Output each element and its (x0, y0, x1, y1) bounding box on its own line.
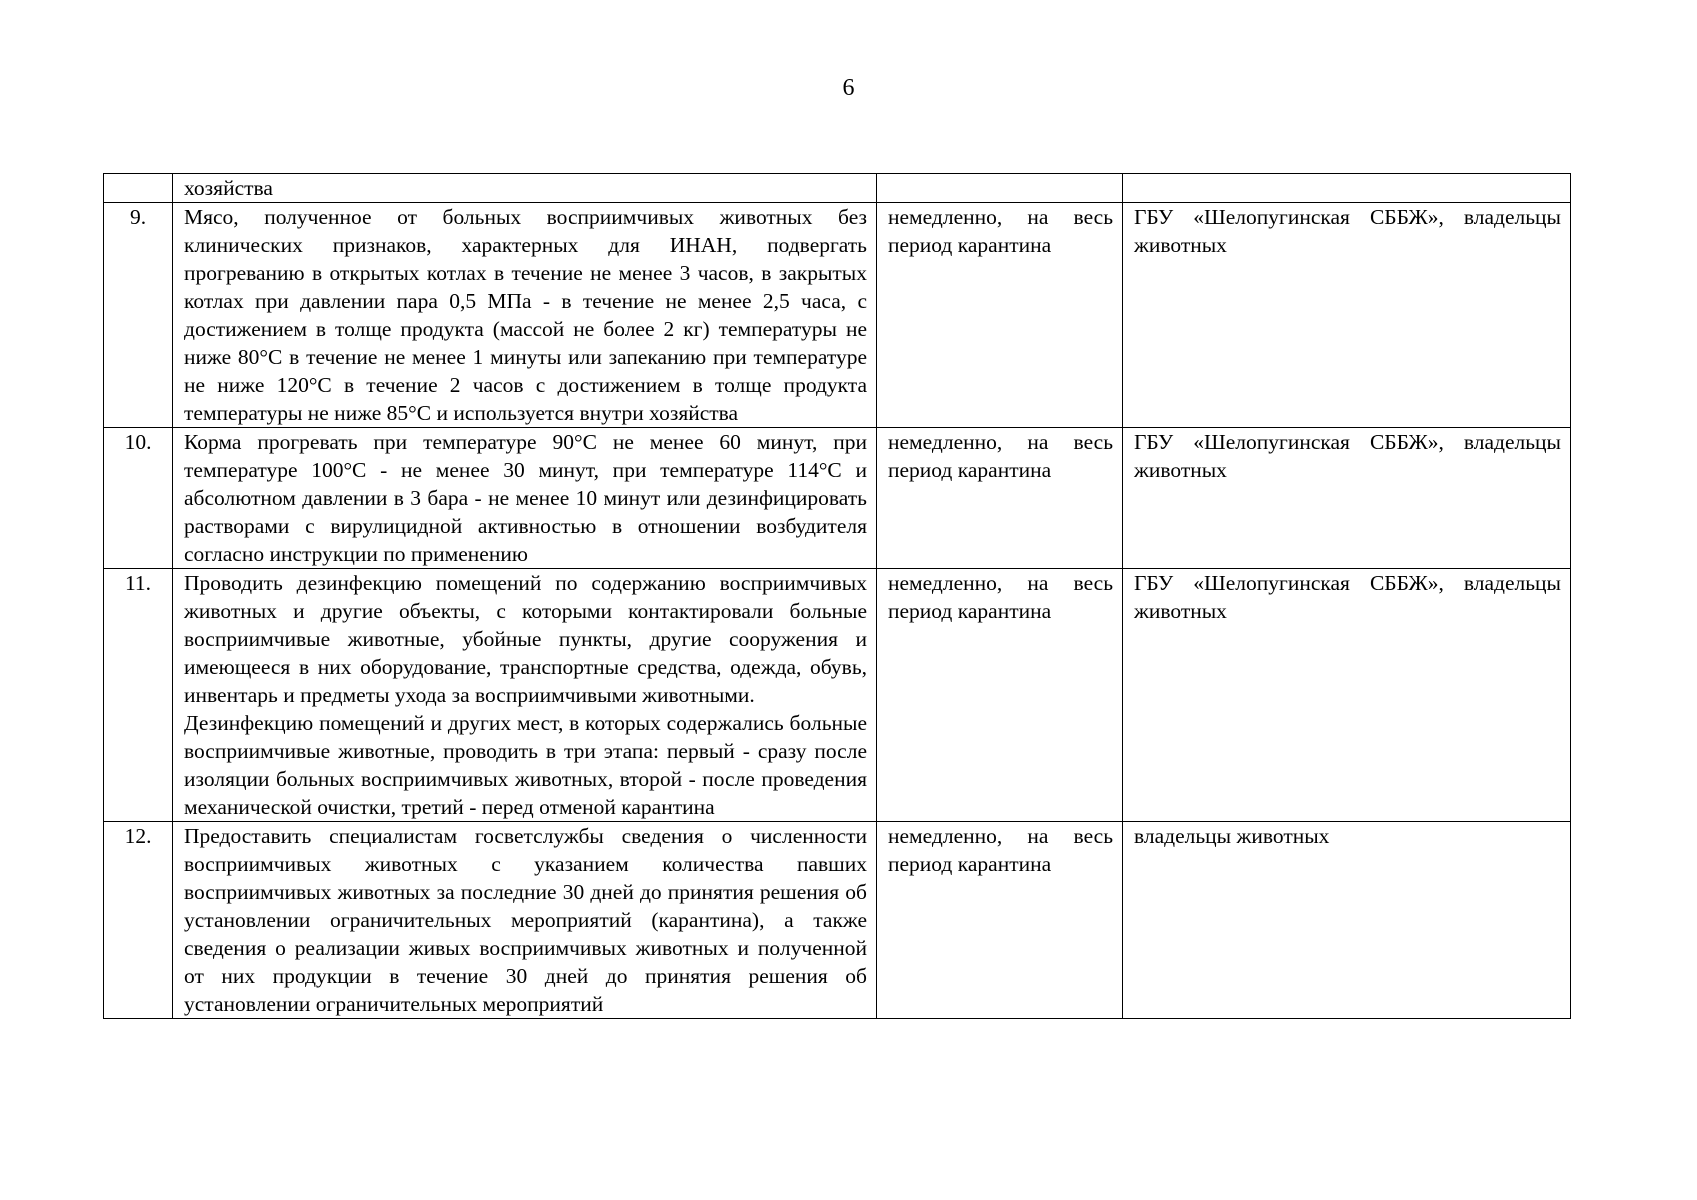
term-cell: немедленно, на весь период карантина (877, 428, 1123, 569)
measure-cell (173, 203, 877, 428)
executor-cell: ГБУ «Шелопугинская СББЖ», владельцы животных (1123, 569, 1571, 822)
term-cell (877, 174, 1123, 203)
measure-paragraph: Корма прогревать при температуре 90°С не менее 60 минут, при температуре 100°С - не менее 30 минут, при температуре 114°С и абсолютном давлении в 3 бара - не менее 10 минут или дезинфицировать растворами с вирулицидной активностью в отношении возбудителя согласно инструкции по применению (184, 430, 867, 566)
measure-cell (173, 428, 877, 569)
measure-paragraph: Предоставить специалистам госветслужбы сведения о численности восприимчивых животных с указанием количества павших восприимчивых животных за последние 30 дней до принятия решения об установлении ограничительных мероприятий (карантина), а также сведения о реализации живых восприимчивых животных и полученной от них продукции в течение 30 дней до принятия решения об установлении ограничительных мероприятий (184, 824, 867, 1016)
row-number: 12. (104, 822, 173, 1019)
measure-paragraph: Дезинфекцию помещений и других мест, в которых содержались больные восприимчивые животные, проводить в три этапа: первый - сразу после изоляции больных восприимчивых животных, второй - после проведения механической очистки, третий - перед отменой карантина (184, 711, 867, 819)
executor-cell: владельцы животных (1123, 822, 1571, 1019)
table-row (104, 822, 1571, 1019)
executor-cell: ГБУ «Шелопугинская СББЖ», владельцы животных (1123, 203, 1571, 428)
measure-paragraph: Проводить дезинфекцию помещений по содержанию восприимчивых животных и другие объекты, с которыми контактировали больные восприимчивые животные, убойные пункты, другие сооружения и имеющееся в них оборудование, транспортные средства, одежда, обувь, инвентарь и предметы ухода за восприимчивыми животными. (184, 571, 867, 707)
table-row (104, 203, 1571, 428)
executor-cell: ГБУ «Шелопугинская СББЖ», владельцы животных (1123, 428, 1571, 569)
row-number: 11. (104, 569, 173, 822)
measure-cell: хозяйства (173, 174, 877, 203)
measure-paragraph: Мясо, полученное от больных восприимчивых животных без клинических признаков, характерных для ИНАН, подвергать прогреванию в открытых котлах в течение не менее 3 часов, в закрытых котлах при давлении пара 0,5 МПа - в течение не менее 2,5 часа, с достижением в толще продукта (массой не более 2 кг) температуры не ниже 80°С в течение не менее 1 минуты или запеканию при температуре не ниже 120°С в течение 2 часов с достижением в толще продукта температуры не ниже 85°С и используется внутри хозяйства (184, 205, 867, 425)
measures-table (103, 173, 1571, 1019)
page-number: 6 (842, 75, 855, 101)
measure-cell (173, 569, 877, 822)
table-row (104, 428, 1571, 569)
measure-cell (173, 822, 877, 1019)
row-number: 9. (104, 203, 173, 428)
term-cell: немедленно, на весь период карантина (877, 822, 1123, 1019)
executor-cell (1123, 174, 1571, 203)
term-cell: немедленно, на весь период карантина (877, 203, 1123, 428)
table-row (104, 174, 1571, 203)
row-number: 10. (104, 428, 173, 569)
row-number (104, 174, 173, 203)
term-cell: немедленно, на весь период карантина (877, 569, 1123, 822)
table-row (104, 569, 1571, 822)
